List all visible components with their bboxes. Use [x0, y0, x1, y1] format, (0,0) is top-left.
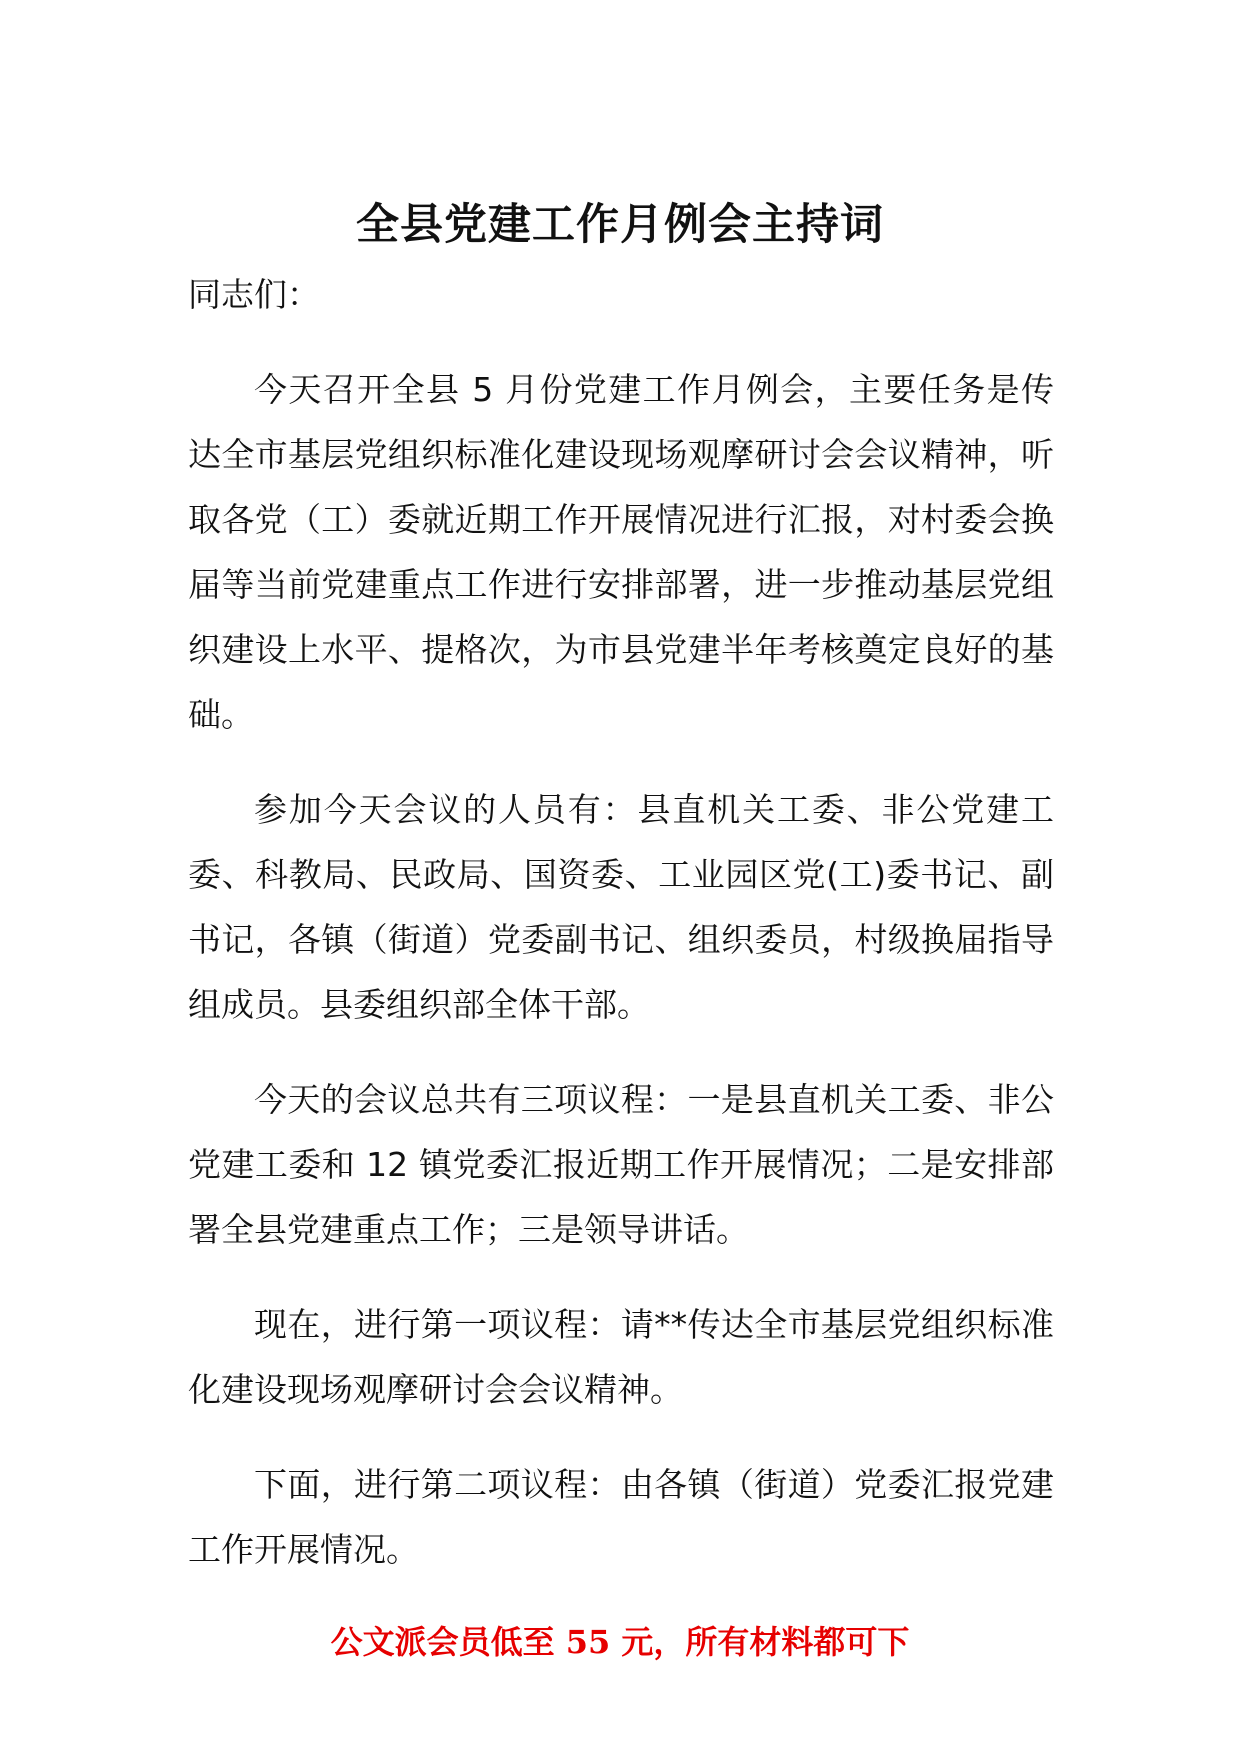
paragraph-opening: 今天召开全县 5 月份党建工作月例会，主要任务是传达全市基层党组织标准化建设现场观摩研讨会会议精神，听取各党（工）委就近期工作开展情况进行汇报，对村委会换届等当前党建重点工作进行安排部署，进一步推动基层党组织建设上水平、提格次，为市县党建半年考核奠定良好的基础。 [188, 370, 1054, 734]
promo-footer-note: 公文派会员低至 55 元，所有材料都可下 [330, 1623, 910, 1661]
paragraph-attendees: 参加今天会议的人员有：县直机关工委、非公党建工委、科教局、民政局、国资委、工业园区党(工)委书记、副书记，各镇（街道）党委副书记、组织委员，村级换届指导组成员。县委组织部全体干部。 [188, 790, 1054, 1024]
paragraph-agenda-item-1: 现在，进行第一项议程：请**传达全市基层党组织标准化建设现场观摩研讨会会议精神。 [188, 1305, 1054, 1409]
document-title: 全县党建工作月例会主持词 [356, 199, 884, 250]
paragraph-agenda: 今天的会议总共有三项议程：一是县直机关工委、非公党建工委和 12 镇党委汇报近期工作开展情况；二是安排部署全县党建重点工作；三是领导讲话。 [188, 1080, 1054, 1249]
paragraph-agenda-item-2: 下面，进行第二项议程：由各镇（街道）党委汇报党建工作开展情况。 [188, 1465, 1054, 1569]
document-body [188, 262, 1054, 1612]
salutation: 同志们： [188, 275, 320, 314]
